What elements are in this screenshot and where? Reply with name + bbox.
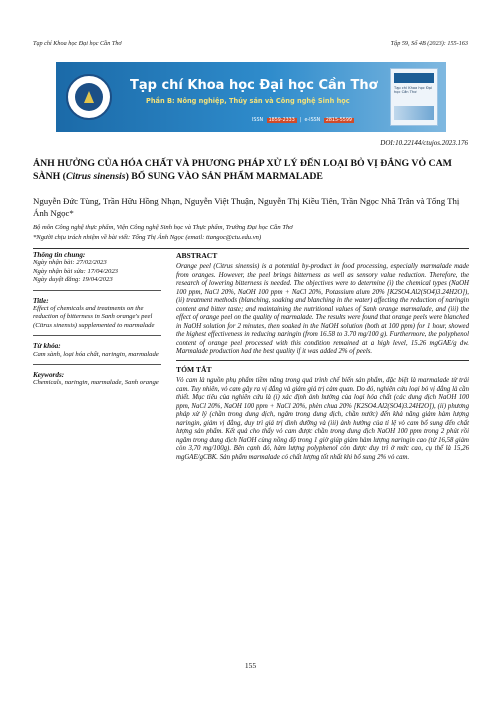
abstract-column	[176, 251, 469, 462]
running-head	[33, 40, 468, 52]
abstract-heading: ABSTRACT	[176, 251, 218, 260]
page-number: 155	[244, 661, 257, 670]
revised-date: Ngày nhận bài sửa: 17/04/2023	[33, 267, 119, 275]
affiliation: Bộ môn Công nghệ thực phẩm, Viện Công nghệ Sinh học và Thực phẩm, Trường Đại học Cần Thơ *Người chịu trách nhiệm về bài viết: Tống Thị Ánh Ngọc (email: ttangoc@ctu.edu.vn)	[33, 223, 469, 242]
banner-journal-subtitle: Phần B: Nông nghiệp, Thủy sản và Công nghệ Sinh học	[146, 97, 350, 105]
author-list: Nguyễn Đức Tùng, Trần Hữu Hồng Nhạn, Nguyễn Việt Thuận, Nguyễn Thị Kiều Tiên, Trần Ngọc Nhã Trân và Tống Thị Ánh Ngọc*	[33, 196, 460, 218]
header-rule	[33, 248, 469, 249]
abstract-text: Orange peel (Citrus sinensis) is a potential by-product in food processing, especially marmalade made from oranges. However, the peel brings bitterness as well as sensory value reduction. Therefore, the research of lowering bitterness is needed. The objectives were to determine (i) the chemical types (NaOH 100 ppm, NaCl 20%, NaOH 100 ppm + NaCl 20%, Potassium alum 20% [K2SO4.Al2(SO4)3.24H2O]), (ii) treatment methods (blanching, soaking and blanching in the water) affecting the reduction of naringin content and bitter taste; and maintaining the nutritional values of Sanh orange marmalade, and (iii) the effect of orange peel on the quality of marmalade. The results were found that orange peels were blanched in NaOH solution for 2 minutes, then soaked in the NaOH solution (both at 100 ppm) for 1 hour, showed the highest effectiveness in reducing naringin (from 16.58 to 3.70 mg/100 g). Furthermore, the polyphenol content of orange peel processed with this condition remained at a high level, 15.26 mgGAE/g dw. Marmalade production had the best quality if it was added 2% of peels.	[176, 263, 469, 356]
tomtat-text: Vỏ cam là nguồn phụ phẩm tiềm năng trong quá trình chế biến sản phẩm, đặc biệt là marmalade từ trái cam. Tuy nhiên, vỏ cam gây ra vị đắng và giảm giá trị cảm quan. Do đó, nghiên cứu loại bỏ vị đắng là cần thiết. Mục tiêu của nghiên cứu là (i) xác định ảnh hưởng của loại hóa chất (các dung dịch NaOH 100 ppm, NaCl 20%, NaOH 100 ppm + NaCl 20%, phèn chua 20% [K2SO4.Al2(SO4)3.24H2O]), (ii) phương pháp xử lý (chần trong dung dịch, ngâm trong dung dịch, chần nước) đến khả năng giảm hàm lượng naringin, giảm vị đắng, duy trì giá trị dinh dưỡng và (iii) ảnh hưởng của tỉ lệ vỏ cam bổ sung đến chất lượng sản phẩm. Kết quả cho thấy vỏ cam được chần trong dung dịch NaOH 100 ppm trong 2 phút rồi ngâm trong dung dịch NaOH cùng nồng độ trong 1 giờ giúp giảm hàm lượng naringin cao (từ 16,58 giảm còn 3,70 mg/100g). Bên cạnh đó, hàm lượng polyphenol còn được duy trì ở mức cao, cụ thể là 15,26 mgGAE/gCBK. Sản phẩm marmalade có chất lượng tốt nhất khi bổ sung 2% vỏ cam.	[176, 377, 469, 461]
journal-banner	[56, 62, 446, 132]
banner-journal-title: Tạp chí Khoa học Đại học Cần Thơ	[130, 78, 378, 93]
banner-issn: ISSN 1859-2333 | e-ISSN 2815-5599	[252, 118, 352, 123]
article-info-column	[33, 251, 161, 388]
journal-name-header: Tạp chí Khoa học Đại học Cần Thơ	[33, 40, 122, 47]
corresponding-author: *Người chịu trách nhiệm về bài viết: Tống Thị Ánh Ngọc (email: ttangoc@ctu.edu.vn)	[33, 233, 262, 241]
volume-info-header: Tập 59, Số 4B (2023): 155-163	[390, 40, 468, 47]
tomtat-heading: TÓM TẮT	[176, 365, 212, 375]
article-title: ẢNH HƯỞNG CỦA HÓA CHẤT VÀ PHƯƠNG PHÁP XỬ LÝ ĐẾN LOẠI BỎ VỊ ĐẮNG VỎ CAM SÀNH (Citrus sinensis) BỔ SUNG VÀO SẢN PHẨM MARMALADE	[33, 158, 452, 182]
keywords-en: Chemicals, naringin, marmalade, Sanh orange	[33, 379, 159, 387]
university-logo-icon	[66, 74, 112, 120]
english-title-heading: Title:	[33, 296, 49, 305]
keywords-vi-heading: Từ khóa:	[33, 342, 61, 351]
doi[interactable]: DOI:10.22144/ctujos.2023.176	[380, 139, 468, 147]
accepted-date: Ngày duyệt đăng: 19/04/2023	[33, 276, 113, 284]
english-title: Effect of chemicals and treatments on the reduction of bitterness in Sanh orange's peel (Citrus sinensis) supplemented to marmalade	[33, 305, 155, 329]
journal-cover-thumbnail: Tạp chí Khoa học Đại học Cần Thơ	[390, 68, 438, 126]
keywords-vi: Cam sành, loại hóa chất, naringin, marmalade	[33, 350, 159, 358]
keywords-en-heading: Keywords:	[33, 371, 65, 380]
received-date: Ngày nhận bài: 27/02/2023	[33, 259, 107, 267]
general-info-heading: Thông tin chung:	[33, 251, 86, 259]
